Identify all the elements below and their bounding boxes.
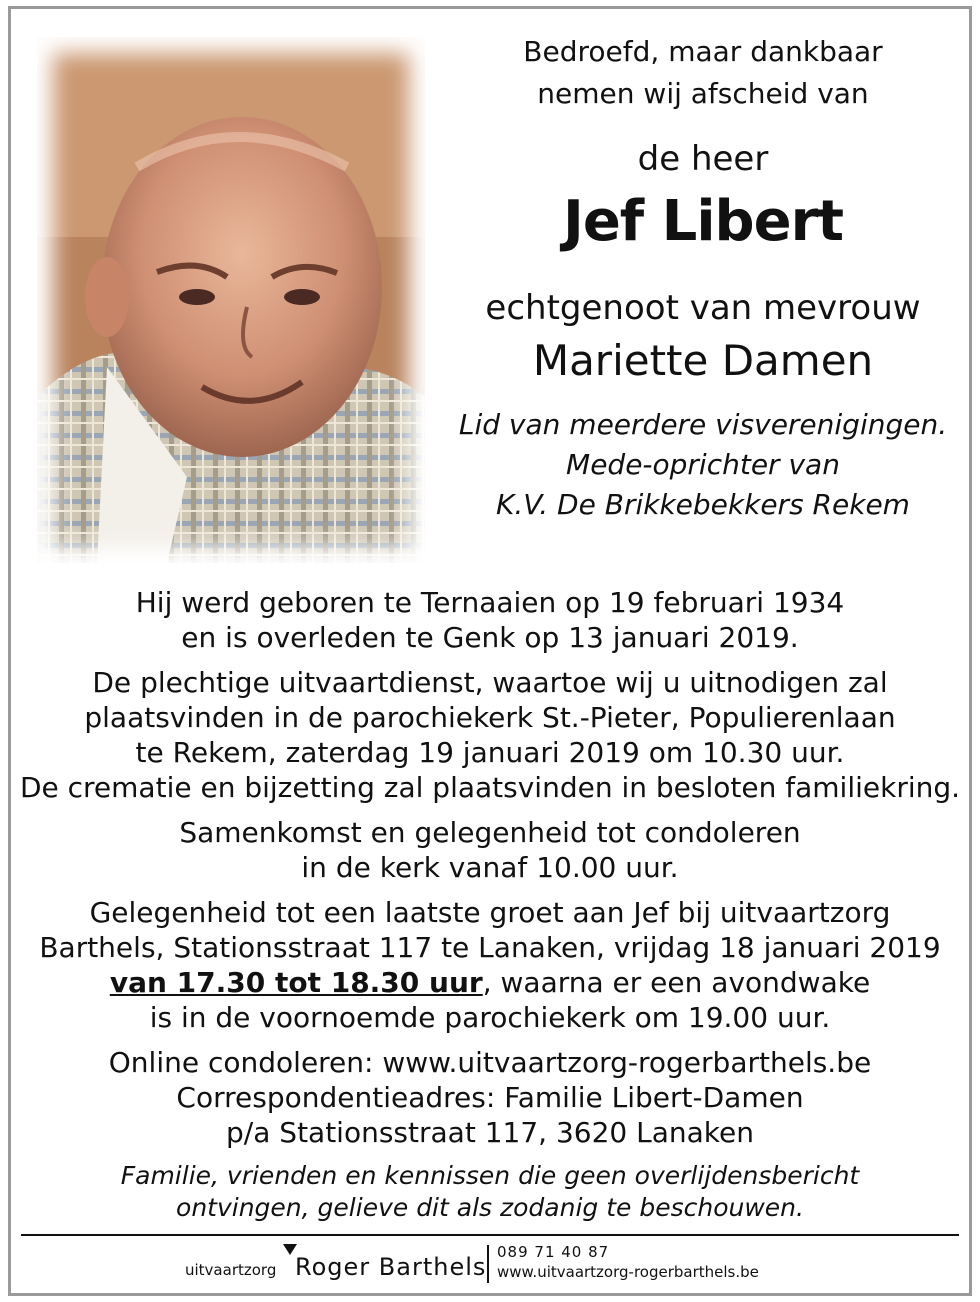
spouse-relation: echtgenoot van mevrouw	[485, 288, 921, 328]
farewell-line-2: Barthels, Stationsstraat 117 te Lanaken, vrijdag 18 januari 2019	[39, 931, 941, 964]
notice-paragraph	[11, 1160, 969, 1224]
footer-divider-line	[21, 1234, 959, 1236]
birth-death-paragraph	[11, 585, 969, 655]
notice-line-1: Familie, vrienden en kennissen die geen overlijdensbericht	[120, 1161, 860, 1190]
footer-brand-name: Roger Barthels	[295, 1253, 487, 1281]
correspondence-line-2: p/a Stationsstraat 117, 3620 Lanaken	[226, 1116, 754, 1149]
online-condolences: Online condoleren: www.uitvaartzorg-rogerbarthels.be	[108, 1046, 872, 1079]
footer	[11, 1241, 969, 1289]
portrait-photo	[37, 37, 425, 563]
service-line-1: De plechtige uitvaartdienst, waartoe wij u uitnodigen zal	[92, 666, 888, 699]
farewell-line-3	[11, 965, 969, 1000]
gathering-line-2: in de kerk vanaf 10.00 uur.	[301, 851, 679, 884]
deceased-name: Jef Libert	[562, 189, 843, 254]
correspondence-line-1: Correspondentieadres: Familie Libert-Damen	[176, 1081, 804, 1114]
farewell-paragraph	[11, 895, 969, 1035]
intro-line-1: Bedroefd, maar dankbaar	[523, 35, 883, 68]
footer-vertical-divider	[487, 1245, 489, 1283]
club-line-2: Mede-oprichter van	[566, 448, 840, 481]
farewell-time: van 17.30 tot 18.30 uur	[109, 966, 483, 999]
service-paragraph	[11, 665, 969, 805]
farewell-line-4: is in de voornoemde parochiekerk om 19.00 uur.	[149, 1001, 831, 1034]
club-line-1: Lid van meerdere visverenigingen.	[458, 408, 948, 441]
intro-line-2: nemen wij afscheid van	[537, 77, 869, 110]
header-text	[443, 31, 963, 525]
service-line-4: De crematie en bijzetting zal plaatsvinden in besloten familiekring.	[19, 771, 961, 804]
contact-paragraph	[11, 1045, 969, 1150]
club-memberships	[443, 405, 963, 525]
farewell-line-3-rest: , waarna er een avondwake	[482, 966, 871, 999]
notice-line-2: ontvingen, gelieve dit als zodanig te beschouwen.	[176, 1193, 804, 1222]
gathering-line-1: Samenkomst en gelegenheid tot condoleren	[179, 816, 801, 849]
gathering-paragraph	[11, 815, 969, 885]
club-line-3: K.V. De Brikkebekkers Rekem	[496, 488, 910, 521]
spouse-name: Mariette Damen	[532, 336, 874, 385]
photo-vignette	[37, 37, 425, 563]
footer-service-label: uitvaartzorg	[185, 1261, 277, 1279]
service-line-2: plaatsvinden in de parochiekerk St.-Pieter, Populierenlaan	[84, 701, 896, 734]
footer-phone: 089 71 40 87	[497, 1243, 610, 1261]
birth-line-1: Hij werd geboren te Ternaaien op 19 februari 1934	[135, 586, 845, 619]
service-line-3: te Rekem, zaterdag 19 januari 2019 om 10.30 uur.	[135, 736, 845, 769]
footer-website: www.uitvaartzorg-rogerbarthels.be	[497, 1263, 759, 1281]
farewell-line-1: Gelegenheid tot een laatste groet aan Jef bij uitvaartzorg	[89, 896, 891, 929]
title-word: de heer	[637, 139, 769, 179]
birth-line-2: en is overleden te Genk op 13 januari 2019.	[181, 621, 799, 654]
obituary-card	[8, 6, 972, 1296]
body-text	[11, 585, 969, 1224]
